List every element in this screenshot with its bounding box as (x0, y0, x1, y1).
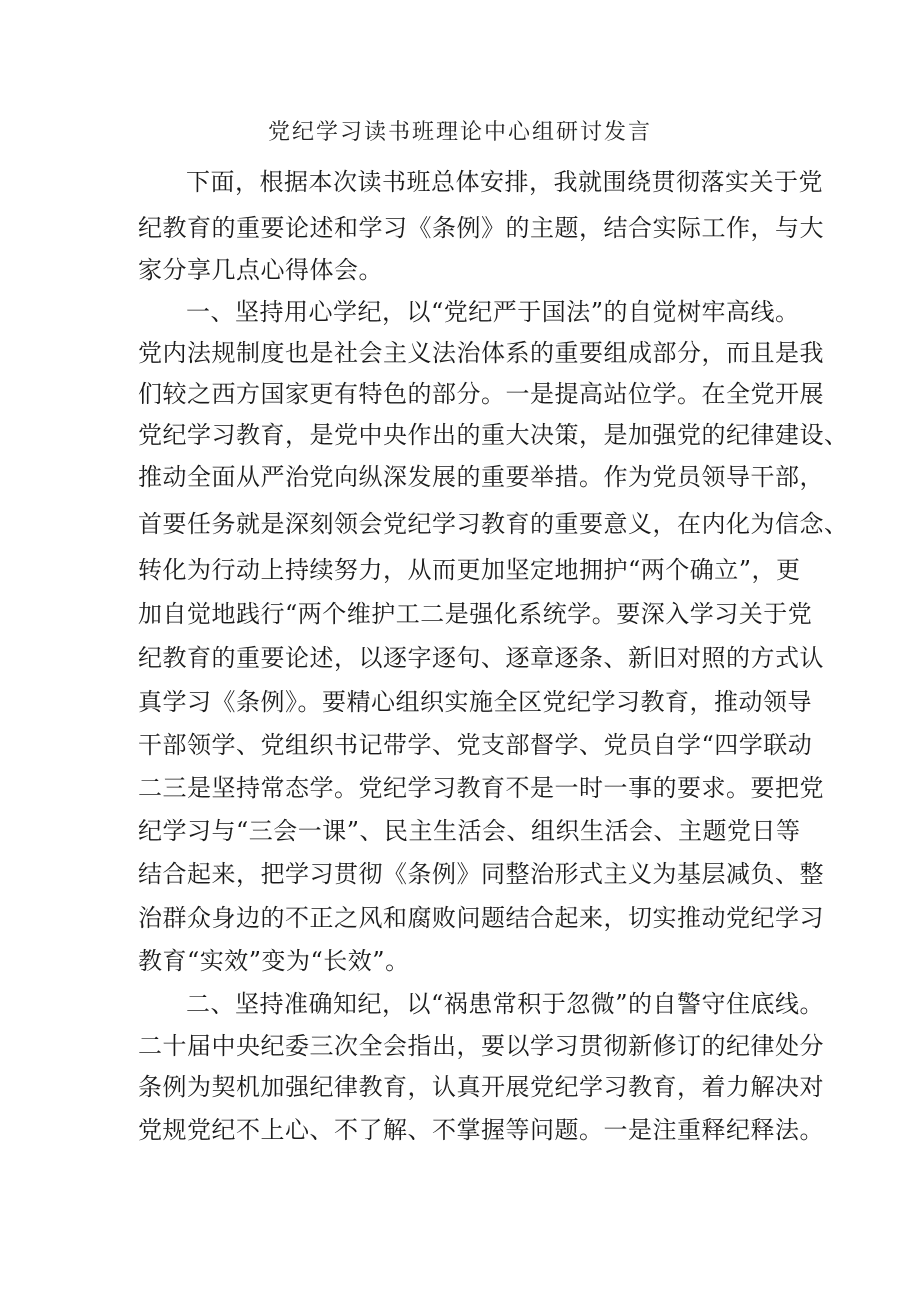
paragraph-line: 推动全面从严治党向纵深发展的重要举措。作为党员领导干部， (138, 463, 824, 491)
paragraph-line: 党内法规制度也是社会主义法治体系的重要组成部分，而且是我 (138, 339, 824, 367)
paragraph-line: 结合起来，把学习贯彻《条例》同整治形式主义为基层减负、整 (138, 860, 824, 888)
paragraph-line: 二三是坚持常态学。党纪学习教育不是一时一事的要求。要把党 (138, 774, 824, 802)
paragraph-line: 党规党纪不上心、不了解、不掌握等问题。一是注重释纪释法。 (138, 1116, 824, 1144)
paragraph-line: 转化为行动上持续努力，从而更加坚定地拥护“两个确立”，更 (138, 556, 801, 584)
paragraph-line: 纪教育的重要论述，以逐字逐句、逐章逐条、新旧对照的方式认 (138, 644, 824, 672)
paragraph-line: 教育“实效”变为“长效”。 (138, 947, 410, 975)
paragraph-line: 首要任务就是深刻领会党纪学习教育的重要意义，在内化为信念、 (138, 510, 849, 538)
paragraph-line: 真学习《条例》。要精心组织实施全区党纪学习教育，推动领导 (138, 688, 812, 716)
paragraph-line: 下面，根据本次读书班总体安排，我就围绕贯彻落实关于党 (186, 168, 823, 196)
paragraph-line: 条例为契机加强纪律教育，认真开展党纪学习教育，着力解决对 (138, 1073, 824, 1101)
paragraph-line: 纪学习与“三会一课”、民主生活会、组织生活会、主题党日等 (138, 817, 801, 845)
paragraph-line: 纪教育的重要论述和学习《条例》的主题，结合实际工作，与大 (138, 214, 824, 242)
paragraph-line: 治群众身边的不正之风和腐败问题结合起来，切实推动党纪学习 (138, 904, 824, 932)
paragraph-line: 党纪学习教育，是党中央作出的重大决策，是加强党的纪律建设、 (138, 421, 849, 449)
paragraph-line: 二十届中央纪委三次全会指出，要以学习贯彻新修订的纪律处分 (138, 1032, 824, 1060)
paragraph-line: 们较之西方国家更有特色的部分。一是提高站位学。在全党开展 (138, 380, 824, 408)
paragraph-line: 加自觉地践行“两个维护工二是强化系统学。要深入学习关于党 (138, 600, 813, 628)
section-heading-line: 二、坚持准确知纪，以“祸患常积于忽微”的自警守住底线。 (186, 990, 825, 1018)
document-title: 党纪学习读书班理论中心组研讨发言 (267, 120, 652, 145)
section-heading-line: 一、坚持用心学纪，以“党纪严于国法”的自觉树牢高线。 (186, 298, 800, 326)
paragraph-line: 家分享几点心得体会。 (138, 256, 383, 284)
paragraph-line: 干部领学、党组织书记带学、党支部督学、党员自学“四学联动 (138, 731, 813, 759)
